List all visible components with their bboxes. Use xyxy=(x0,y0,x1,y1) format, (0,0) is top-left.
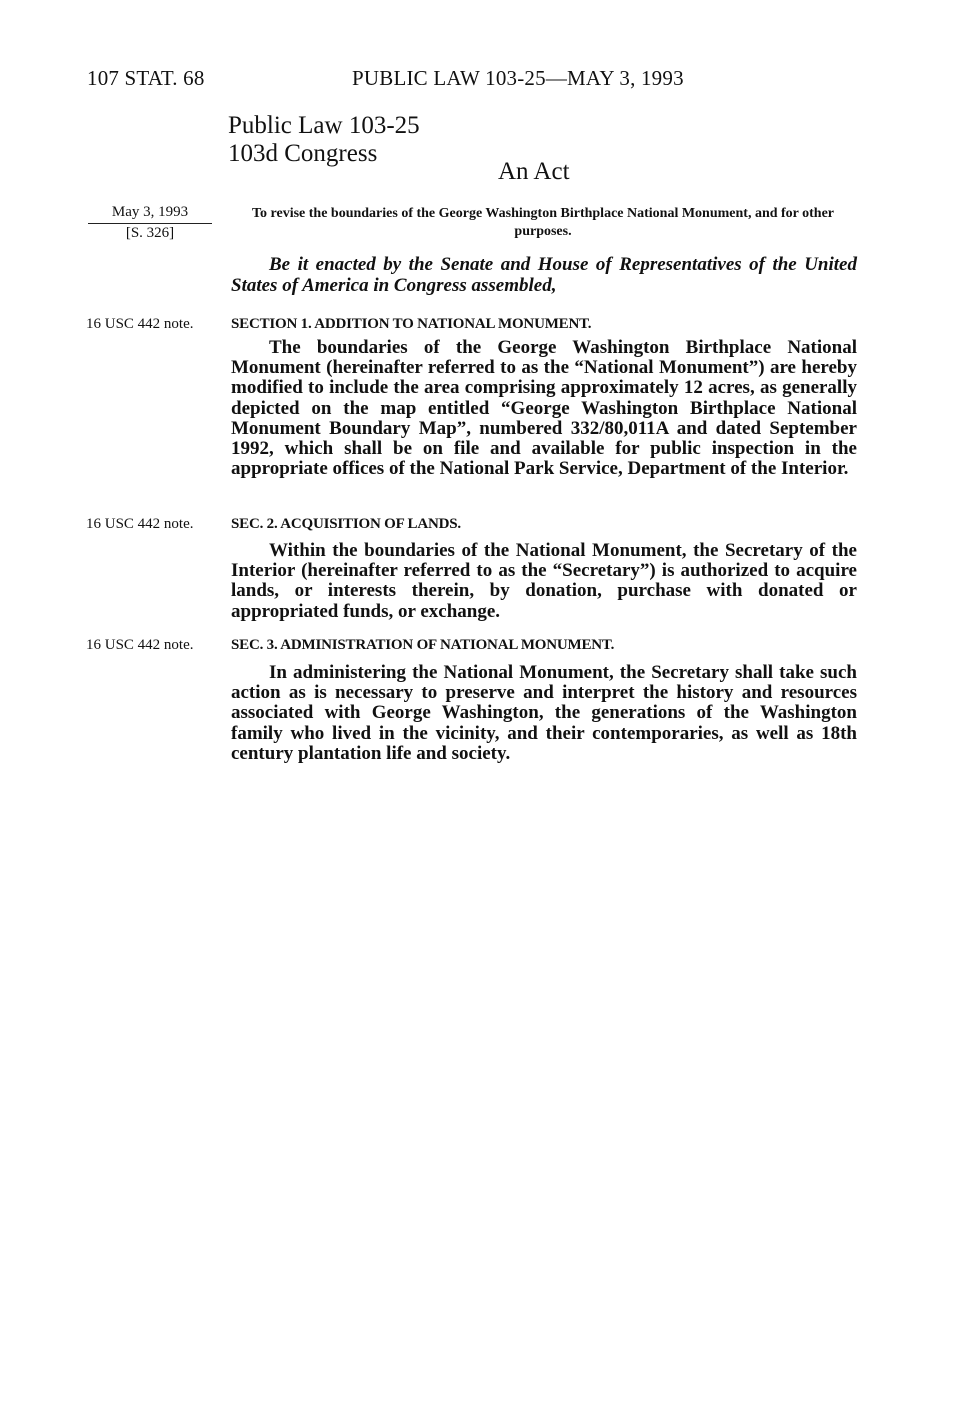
usc-margin-note: 16 USC 442 note. xyxy=(86,637,194,653)
section-1-heading: SECTION 1. ADDITION TO NATIONAL MONUMENT. xyxy=(231,316,592,332)
bill-number: [S. 326] xyxy=(125,225,175,241)
section-3-text: In administering the National Monument, the Secretary shall take such action as is necessary to preserve and interpret the history and resources associated with George Washington, the generations of the Washington family who lived in the vicinity, and their contemporaries, as well as 18th century plantation life and society. xyxy=(231,662,857,764)
page-number: 107 STAT. 68 xyxy=(87,66,205,90)
enactment-date: May 3, 1993 xyxy=(88,203,212,224)
margin-date-block xyxy=(88,203,212,243)
usc-margin-note: 16 USC 442 note. xyxy=(86,516,194,532)
section-2-heading: SEC. 2. ACQUISITION OF LANDS. xyxy=(231,516,461,532)
act-label: An Act xyxy=(498,158,570,185)
title-block xyxy=(228,112,420,168)
section-1-text: The boundaries of the George Washington Birthplace National Monument (hereinafter referred to as the “National Monument”) are hereby modified to include the area comprising approximately 12 acres, as generally depicted on the map entitled “George Washington Birthplace National Monument Boundary Map”, numbered 332/80,011A and dated September 1992, which shall be on file and available for public inspection in the appropriate offices of the National Park Service, Department of the Interior. xyxy=(231,337,857,480)
section-2-text: Within the boundaries of the National Monument, the Secretary of the Interior (hereinafter referred to as the “Secretary”) is authorized to acquire lands, or interests therein, by donation, purchase with donated or appropriated funds, or exchange. xyxy=(231,540,857,622)
usc-margin-note: 16 USC 442 note. xyxy=(86,316,194,332)
public-law-number: Public Law 103-25 xyxy=(228,112,420,139)
act-purpose: To revise the boundaries of the George Washington Birthplace National Monument, and for other purposes. xyxy=(251,206,835,239)
section-3-heading: SEC. 3. ADMINISTRATION OF NATIONAL MONUMENT. xyxy=(231,637,615,653)
congress-number: 103d Congress xyxy=(228,140,378,167)
running-title: PUBLIC LAW 103-25—MAY 3, 1993 xyxy=(352,66,684,90)
enacting-clause: Be it enacted by the Senate and House of Representatives of the United States of America in Congress assembled, xyxy=(231,254,857,296)
